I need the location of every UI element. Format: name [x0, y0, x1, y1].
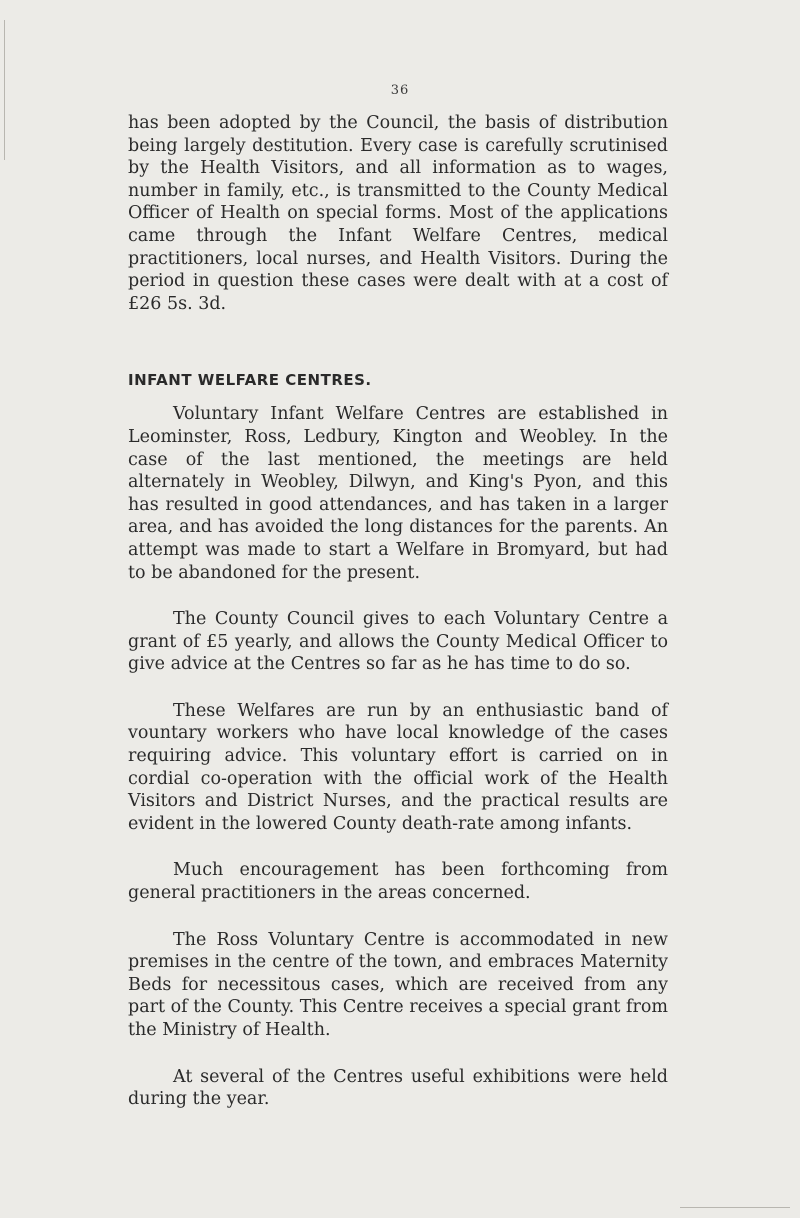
paragraph-centres-established: Voluntary Infant Welfare Centres are established in Leominster, Ross, Ledbury, Kington and Weobley. In the case of the last mentioned, the meetings are held alternately in Weobley, Dilwyn, and King's Pyon, and this has resulted in good attendances, and has taken in a larger area, and has avoided the long distances for the parents. An attempt was made to start a Welfare in Bromyard, but had to be abandoned for the present.	[128, 404, 668, 583]
intro-paragraph: has been adopted by the Council, the basis of distribution being largely destitution. Every case is carefully scrutinised by the Health Visitors, and all information as to wages, number in family, etc., is transmitted to the County Medical Officer of Health on special forms. Most of the applications came through the Infant Welfare Centres, medical practitioners, local nurses, and Health Visitors. During the period in question these cases were dealt with at a cost of £26 5s. 3d.	[128, 113, 668, 314]
paragraph-county-grant: The County Council gives to each Voluntary Centre a grant of £5 yearly, and allows the County Medical Officer to give advice at the Centres so far as he has time to do so.	[128, 609, 668, 675]
paragraph-voluntary-workers: These Welfares are run by an enthusiastic band of vountary workers who have local knowledge of the cases requiring advice. This voluntary effort is carried on in cordial co-operation with the official work of the Health Visitors and District Nurses, and the practical results are evident in the lowered County death-rate among infants.	[128, 700, 668, 834]
scan-bottom-mark	[680, 1207, 790, 1208]
scan-edge-mark	[4, 20, 5, 160]
paragraph-practitioners: Much encouragement has been forthcoming from general practitioners in the areas concerned.	[128, 860, 668, 904]
paragraph-exhibitions: At several of the Centres useful exhibitions were held during the year.	[128, 1066, 668, 1110]
document-body	[128, 112, 668, 1111]
paragraph-ross-centre: The Ross Voluntary Centre is accommodated in new premises in the centre of the town, and embraces Maternity Beds for necessitous cases, which are received from any part of the County. This Centre receives a special grant from the Ministry of Health.	[128, 929, 668, 1040]
page-number: 36	[390, 83, 410, 98]
section-heading: INFANT WELFARE CENTRES.	[128, 371, 372, 390]
